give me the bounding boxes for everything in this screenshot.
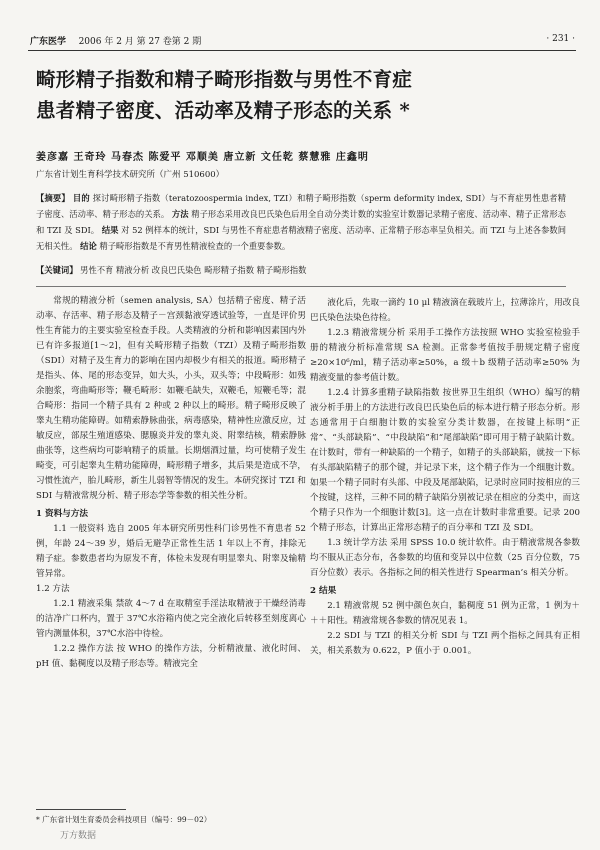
keywords-label: 【关键词】 — [36, 265, 78, 275]
watermark: 万方数据 — [60, 831, 97, 841]
author-list: 姜彦嘉 王奇玲 马春杰 陈爱平 邓顺美 唐立新 文任乾 蔡慧雅 庄鑫明 — [36, 152, 369, 163]
abstract-conclusion-label: 结论 — [80, 241, 97, 251]
body-paragraph: 1.1 一般资料 选自 2005 年本研究所男性科门诊男性不育患者 52 例，年龄 24～39 岁，婚后无避孕正常性生活 1 年以上不育，排除无精子症。参数患者均为原发不育，体检未发现有明显睾丸、附睾及输精管异常。 — [36, 524, 306, 579]
abstract-rule — [36, 286, 566, 287]
abstract-result-label: 结果 — [101, 225, 119, 235]
keywords — [36, 264, 566, 276]
affiliation: 广东省计划生育科学技术研究所（广州 510600） — [36, 170, 225, 180]
footnote-rule — [36, 809, 126, 810]
title-line-2: 患者精子密度、活动率及精子形态的关系 * — [36, 99, 410, 122]
body-paragraph: 1.2.2 操作方法 按 WHO 的操作方法，分析精液量、液化时间、pH 值、黏稠度以及精子形态等。精液完全 — [36, 644, 306, 669]
body-paragraph: 1.2.3 精液常规分析 采用手工操作方法按照 WHO 实验室检验手册的精液分析标准常规 SA 检测。正常参考值按手册规定精子密度≥20×10⁶/ml，精子活动率≥50%，a 级＋b 级精子活动率≥50% 为精液变量的参考值计数。 — [310, 328, 580, 383]
right-column — [310, 296, 580, 659]
abstract-method-label: 方法 — [171, 209, 189, 219]
body-paragraph: 1.2.4 计算多重精子缺陷指数 按世界卫生组织（WHO）编写的精液分析手册上的方法进行改良巴氏染色后的标本进行精子形态分析。形态通常用于白细胞计数的实验室分类计数器，在按键上标明“正常”、“头部缺陷”、“中段缺陷”和“尾部缺陷”即可用于精子缺陷计数。在计数时，带有一种缺陷的一个精子，如精子的头部缺陷，就按一下标有头部缺陷精子的那个键，并记录下来，这个精子作为一个细胞计数。如果一个精子同时有头部、中段及尾部缺陷，记录时应同时按相应的三个按键，这样，三种不同的精子缺陷分别被记录在相应的分类中，而这个精子只作为一个细胞计数[3]。这一点在计数时非常重要。记录 200 个精子形态，计算出正常形态精子的百分率和 TZI 及 SDI。 — [310, 388, 580, 533]
issue-info: 2006 年 2 月 第 27 卷第 2 期 — [78, 37, 202, 47]
running-header — [30, 34, 575, 48]
abstract-result: 对 52 例样本的统计，SDI 与男性不育症患者精液精子密度、活动率、正常精子形态率呈负相关。而 TZI 与上述各参数间无相关性。 — [36, 225, 567, 251]
abstract-conclusion: 精子畸形指数是不育男性精液检查的一个重要参数。 — [99, 241, 291, 251]
footnote: * 广东省计划生育委员会科技项目（编号：99－02） — [36, 815, 212, 824]
body-paragraph: 液化后，先取一滴约 10 μl 精液滴在载玻片上，拉薄涂片，用改良巴氏染色法染色待检。 — [310, 298, 580, 323]
journal-name: 广东医学 — [30, 37, 67, 47]
paper-title — [36, 64, 556, 126]
left-column — [36, 294, 306, 672]
header-rule — [28, 50, 576, 51]
subsection-heading: 1.2 方法 — [36, 584, 70, 594]
abstract — [36, 190, 566, 254]
abstract-goal: 探讨畸形精子指数（teratozoospermia index, TZI）和精子畸形指数（sperm deformity index, SDI）与不育症男性患者精子密度、活动率、精子形态的关系。 — [36, 193, 567, 219]
body-paragraph: 1.3 统计学方法 采用 SPSS 10.0 统计软件。由于精液常规各参数均不服从正态分布，各参数的均值和变异以中位数（25 百分位数，75 百分位数）表示。各指标之间的相关性进行 Spearman’s 相关分析。 — [310, 538, 580, 578]
keywords-text: 男性不育 精液分析 改良巴氏染色 畸形精子指数 精子畸形指数 — [80, 265, 307, 275]
journal-issue — [30, 34, 201, 47]
page-number: · 231 · — [546, 34, 575, 44]
body-paragraph: 2.1 精液常规 52 例中颜色灰白，黏稠度 51 例为正常，1 例为＋＋＋阳性。精液常规各参数的情况见表 1。 — [310, 601, 580, 626]
section-heading: 1 资料与方法 — [36, 509, 88, 519]
abstract-goal-label: 【摘要】 目的 — [36, 193, 90, 203]
body-paragraph: 常规的精液分析（semen analysis, SA）包括精子密度、精子活动率、存活率、精子形态及精子－宫颈黏液穿透试验等，一直是评价男性生育能力的主要实验室检查手段。人类精液的分析和影响因素国内外已有许多报道[1～2]，但有关畸形精子指数（TZI）及精子畸形指数（SDI）对精子及生育力的影响在国内却极少有相关的报道。畸形精子是指头、体、尾的形态变异，如大头，小头，双头等；中段畸形：如残余胞浆，弯曲畸形等；鞭毛畸形：如鞭毛缺失，双鞭毛，短鞭毛等；混合畸形：指同一个精子具有 2 种或 2 种以上的畸形。精子畸形反映了睾丸生精功能障碍。如精索静脉曲张，病毒感染，精神性应激反应，过敏反应，部尿生殖道感染、腮腺炎并发的睾丸炎、附睾结核，精索静脉曲张等，这些病均可影响精子的质量。长期烟酒过量，均可使精子发生畸变，可引起睾丸生精功能障碍，畸形精子增多，其后果是造成不孕，习惯性流产，胎儿畸形，新生儿弱智等情况的发生。本研究探讨 TZI 和 SDI 与精液常规分析、精子形态学等参数的相关性分析。 — [36, 296, 306, 501]
abstract-method: 精子形态采用改良巴氏染色后用全自动分类计数的实验室计数器记录精子密度、活动率、精子正常形态和 TZI 及 SDI。 — [36, 209, 566, 235]
body-paragraph: 1.2.1 精液采集 禁欲 4～7 d 在取精室手淫法取精液于干燥经消毒的洁净广口杯内，置于 37℃水浴箱内使之完全液化后转移至刻度离心管内测量体积，37℃水浴中待检。 — [36, 599, 306, 639]
section-heading: 2 结果 — [310, 586, 337, 596]
body-paragraph: 2.2 SDI 与 TZI 的相关分析 SDI 与 TZI 两个指标之间具有正相关，相关系数为 0.622，P 值小于 0.001。 — [310, 631, 580, 656]
title-line-1: 畸形精子指数和精子畸形指数与男性不育症 — [36, 68, 413, 91]
